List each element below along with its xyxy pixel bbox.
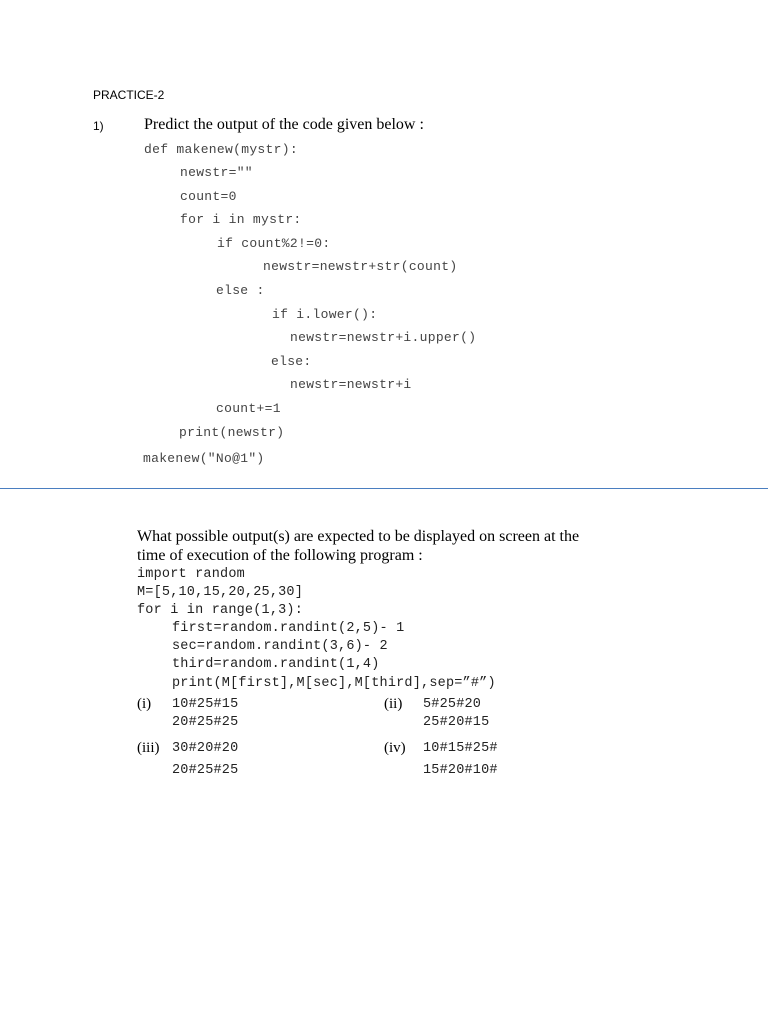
option-value: 30#20#20 — [172, 741, 239, 756]
code-line: makenew("No@1") — [143, 451, 265, 466]
option-value: 20#25#25 — [172, 715, 239, 730]
page-title: PRACTICE-2 — [93, 88, 165, 102]
option-label: (i) — [137, 696, 152, 712]
question-2-prompt-line-1: What possible output(s) are expected to be displayed on screen at the — [137, 528, 580, 545]
code-line: M=[5,10,15,20,25,30] — [137, 585, 304, 600]
code-line: newstr="" — [180, 165, 253, 180]
option-value: 10#25#15 — [172, 697, 239, 712]
option-value: 10#15#25# — [423, 741, 498, 756]
code-line: import random — [137, 567, 245, 582]
code-line: newstr=newstr+i — [290, 377, 412, 392]
option-label: (iv) — [384, 740, 406, 756]
question-1-prompt: Predict the output of the code given below : — [144, 116, 424, 133]
option-value: 5#25#20 — [423, 697, 482, 712]
section-divider — [0, 488, 768, 489]
option-value: 20#25#25 — [172, 763, 239, 778]
code-line: print(M[first],M[sec],M[third],sep=”#”) — [172, 676, 496, 691]
code-line: for i in mystr: — [180, 212, 302, 227]
option-value: 15#20#10# — [423, 763, 498, 778]
code-line: newstr=newstr+i.upper() — [290, 330, 477, 345]
code-line: else: — [271, 354, 312, 369]
code-line: sec=random.randint(3,6)- 2 — [172, 639, 388, 654]
option-label: (iii) — [137, 740, 160, 756]
code-line: first=random.randint(2,5)- 1 — [172, 621, 405, 636]
code-line: else : — [216, 283, 265, 298]
code-line: if count%2!=0: — [217, 236, 331, 251]
code-line: count+=1 — [216, 401, 281, 416]
option-value: 25#20#15 — [423, 715, 490, 730]
question-2-prompt-line-2: time of execution of the following program : — [137, 547, 423, 564]
code-line: for i in range(1,3): — [137, 603, 304, 618]
code-line: def makenew(mystr): — [144, 142, 298, 157]
code-line: count=0 — [180, 189, 237, 204]
question-1-number: 1) — [93, 119, 104, 133]
code-line: print(newstr) — [179, 425, 285, 440]
code-line: newstr=newstr+str(count) — [263, 259, 458, 274]
code-line: if i.lower(): — [272, 307, 378, 322]
code-line: third=random.randint(1,4) — [172, 657, 380, 672]
option-label: (ii) — [384, 696, 403, 712]
